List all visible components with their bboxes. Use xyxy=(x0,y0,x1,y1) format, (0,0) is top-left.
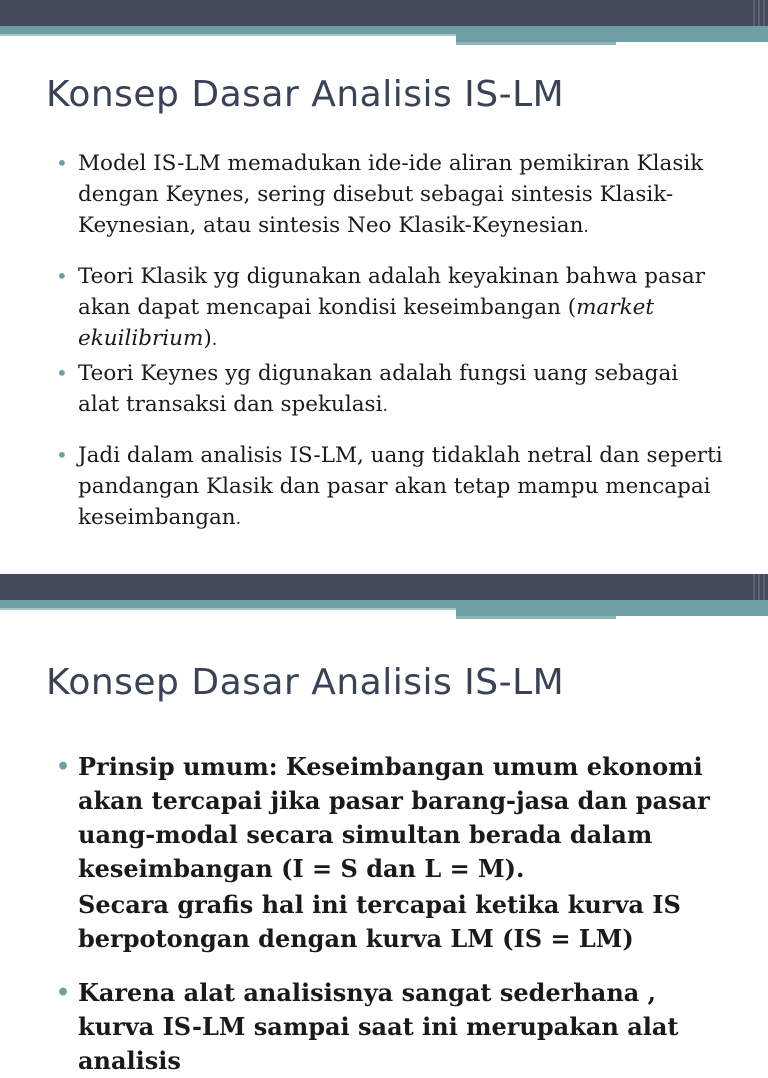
bullet-item xyxy=(54,976,724,1078)
bullet-end: . xyxy=(382,396,388,416)
header-bar-teal-left xyxy=(0,34,456,36)
header-bar-teal-left xyxy=(0,608,456,610)
bullet-end: . xyxy=(211,330,218,350)
header-bar-teal-thin xyxy=(456,616,616,619)
header-bar-teal-right xyxy=(456,34,768,42)
slide-title: Konsep Dasar Analisis IS-LM xyxy=(46,74,565,115)
header-bar-teal xyxy=(0,600,768,608)
bullet-dot: • xyxy=(56,443,68,467)
bullet-dot: • xyxy=(56,264,68,288)
bullet-item xyxy=(54,148,724,243)
bullet-end: . xyxy=(235,509,242,529)
header-bar-ticks xyxy=(750,574,768,600)
header-bar-dark xyxy=(0,0,768,26)
bullet-item xyxy=(54,750,724,956)
bullet-text-after: ) xyxy=(203,326,212,351)
bullet-text: Prinsip umum: Keseimbangan umum ekonomi akan tercapai jika pasar barang-jasa dan pasar uang-modal secara simultan berada dalam keseimbangan (I = S dan L = M). xyxy=(78,752,710,883)
bullet-item xyxy=(54,440,724,535)
bullet-end: . xyxy=(583,217,589,237)
bullet-list xyxy=(54,148,724,535)
bullet-text: Model IS-LM memadukan ide-ide aliran pemikiran Klasik dengan Keynes, sering disebut sebagai sintesis Klasik-Keynesian, atau sintesis Neo Klasik-Keynesian xyxy=(78,151,704,238)
bullet-text: Teori Klasik yg digunakan adalah keyakinan bahwa pasar akan dapat mencapai kondisi keseimbangan ( xyxy=(78,264,705,320)
bullet-dot: • xyxy=(56,980,71,1006)
bullet-italic-term: market ekuilibrium xyxy=(78,295,655,351)
header-bar-dark xyxy=(0,574,768,600)
bullet-text: Jadi dalam analisis IS-LM, uang tidaklah netral dan seperti pandangan Klasik dan pasar akan tetap mampu mencapai keseimbangan xyxy=(78,443,723,530)
bullet-item xyxy=(54,261,724,356)
slide-title: Konsep Dasar Analisis IS-LM xyxy=(46,662,565,703)
bullet-dot: • xyxy=(56,151,68,175)
bullet-dot: • xyxy=(56,361,68,385)
header-bar-ticks xyxy=(750,0,768,26)
bullet-dot: • xyxy=(56,754,71,780)
bullet-item xyxy=(54,358,724,422)
header-bar-teal-thin xyxy=(456,42,616,45)
header-bar-teal xyxy=(0,26,768,34)
bullet-text: Teori Keynes yg digunakan adalah fungsi uang sebagai alat transaksi dan spekulasi xyxy=(78,361,679,417)
bullet-list xyxy=(54,750,724,1078)
bullet-text: Karena alat analisisnya sangat sederhana , kurva IS-LM sampai saat ini merupakan alat analisis xyxy=(78,978,679,1075)
header-bar-teal-right xyxy=(456,608,768,616)
bullet-continuation: Secara grafis hal ini tercapai ketika kurva IS berpotongan dengan kurva LM (IS = LM) xyxy=(78,890,681,953)
slide-separator xyxy=(0,560,768,574)
slide-2 xyxy=(0,574,768,1075)
